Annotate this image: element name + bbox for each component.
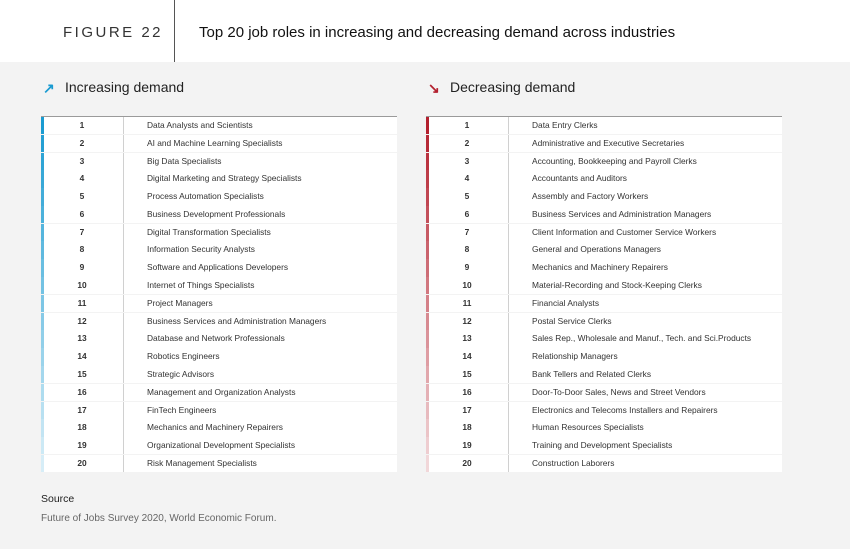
job-role-cell: Client Information and Customer Service Workers xyxy=(532,226,717,237)
column-separator xyxy=(508,153,509,170)
decreasing-demand-title: Decreasing demand xyxy=(450,79,576,95)
rank-cell: 16 xyxy=(462,386,472,397)
rank-cell: 16 xyxy=(77,386,87,397)
job-role-cell: AI and Machine Learning Specialists xyxy=(147,137,283,148)
column-separator xyxy=(508,384,509,401)
rank-cell: 11 xyxy=(77,297,87,308)
rank-cell: 6 xyxy=(79,208,85,219)
column-separator xyxy=(123,455,124,472)
table-row xyxy=(426,402,782,419)
job-role-cell: Relationship Managers xyxy=(532,351,618,362)
table-row xyxy=(41,188,397,205)
column-separator xyxy=(123,295,124,312)
job-role-cell: Electronics and Telecoms Installers and Repairers xyxy=(532,404,718,415)
rank-cell: 13 xyxy=(77,333,87,344)
column-separator xyxy=(123,241,124,258)
rank-cell: 6 xyxy=(464,208,470,219)
rank-cell: 15 xyxy=(462,368,472,379)
figure-header xyxy=(0,0,850,64)
table-row xyxy=(41,330,397,347)
table-row xyxy=(41,419,397,436)
job-role-cell: Digital Transformation Specialists xyxy=(147,226,271,237)
job-role-cell: Digital Marketing and Strategy Specialists xyxy=(147,173,302,184)
column-separator xyxy=(123,224,124,241)
table-row xyxy=(41,295,397,312)
table-row xyxy=(426,206,782,223)
column-separator xyxy=(123,170,124,187)
column-separator xyxy=(508,455,509,472)
increasing-demand-panel xyxy=(41,62,397,468)
table-row xyxy=(41,206,397,223)
job-role-cell: Mechanics and Machinery Repairers xyxy=(532,262,668,273)
job-role-cell: Organizational Development Specialists xyxy=(147,440,296,451)
table-row xyxy=(426,241,782,258)
job-role-cell: Project Managers xyxy=(147,297,213,308)
decreasing-demand-table xyxy=(426,116,782,473)
arrow-up-right-icon: ↗ xyxy=(43,80,55,96)
column-separator xyxy=(508,437,509,454)
rank-cell: 17 xyxy=(462,404,472,415)
column-separator xyxy=(123,153,124,170)
header-divider xyxy=(174,0,175,62)
job-role-cell: Big Data Specialists xyxy=(147,155,222,166)
column-separator xyxy=(123,402,124,419)
column-separator xyxy=(123,206,124,223)
rank-cell: 3 xyxy=(464,155,470,166)
job-role-cell: Strategic Advisors xyxy=(147,368,215,379)
column-separator xyxy=(508,135,509,152)
increasing-demand-table xyxy=(41,116,397,473)
job-role-cell: Door-To-Door Sales, News and Street Vendors xyxy=(532,386,706,397)
job-role-cell: Training and Development Specialists xyxy=(532,440,673,451)
column-separator xyxy=(508,259,509,276)
decreasing-demand-panel xyxy=(426,62,782,468)
rank-cell: 13 xyxy=(462,333,472,344)
job-role-cell: Database and Network Professionals xyxy=(147,333,285,344)
rank-cell: 4 xyxy=(464,173,470,184)
job-role-cell: FinTech Engineers xyxy=(147,404,217,415)
column-separator xyxy=(123,366,124,383)
rank-cell: 9 xyxy=(464,262,470,273)
column-separator xyxy=(508,295,509,312)
job-role-cell: Data Analysts and Scientists xyxy=(147,120,253,130)
table-row xyxy=(41,117,397,134)
table-row xyxy=(41,402,397,419)
job-role-cell: Administrative and Executive Secretaries xyxy=(532,137,685,148)
table-row xyxy=(41,366,397,383)
rank-cell: 18 xyxy=(77,422,87,433)
job-role-cell: General and Operations Managers xyxy=(532,244,661,255)
rank-cell: 7 xyxy=(464,226,470,237)
rank-cell: 1 xyxy=(464,120,470,130)
source-label: Source xyxy=(41,493,75,505)
table-row xyxy=(41,135,397,152)
job-role-cell: Human Resources Specialists xyxy=(532,422,644,433)
table-row xyxy=(426,455,782,472)
increasing-demand-title: Increasing demand xyxy=(65,79,185,95)
rank-cell: 15 xyxy=(77,368,87,379)
table-row xyxy=(41,259,397,276)
rank-cell: 8 xyxy=(464,244,470,255)
job-role-cell: Material-Recording and Stock-Keeping Clerks xyxy=(532,280,702,291)
rank-cell: 4 xyxy=(79,173,85,184)
figure-title: Top 20 job roles in increasing and decreasing demand across industries xyxy=(199,24,676,41)
table-row xyxy=(426,384,782,401)
column-separator xyxy=(508,224,509,241)
table-row xyxy=(41,348,397,365)
job-role-cell: Assembly and Factory Workers xyxy=(532,191,649,202)
job-role-cell: Internet of Things Specialists xyxy=(147,280,255,291)
table-row xyxy=(426,224,782,241)
column-separator xyxy=(123,437,124,454)
column-separator xyxy=(508,117,509,134)
table-row xyxy=(426,295,782,312)
job-role-cell: Business Services and Administration Managers xyxy=(532,208,712,219)
job-role-cell: Data Entry Clerks xyxy=(532,120,598,130)
job-role-cell: Construction Laborers xyxy=(532,457,615,468)
rank-cell: 19 xyxy=(77,440,87,451)
rank-cell: 9 xyxy=(79,262,85,273)
table-row xyxy=(426,437,782,454)
column-separator xyxy=(123,313,124,330)
column-separator xyxy=(508,170,509,187)
job-role-cell: Management and Organization Analysts xyxy=(147,386,296,397)
rank-cell: 20 xyxy=(462,457,472,468)
job-role-cell: Financial Analysts xyxy=(532,297,600,308)
source-text: Future of Jobs Survey 2020, World Economic Forum. xyxy=(41,513,277,524)
rank-cell: 12 xyxy=(462,315,472,326)
column-separator xyxy=(123,259,124,276)
rank-cell: 2 xyxy=(464,137,470,148)
rank-cell: 18 xyxy=(462,422,472,433)
job-role-cell: Mechanics and Machinery Repairers xyxy=(147,422,283,433)
column-separator xyxy=(508,277,509,294)
column-separator xyxy=(508,402,509,419)
rank-cell: 14 xyxy=(462,351,472,362)
job-role-cell: Bank Tellers and Related Clerks xyxy=(532,368,652,379)
job-role-cell: Software and Applications Developers xyxy=(147,262,289,273)
table-row xyxy=(41,241,397,258)
table-row xyxy=(426,330,782,347)
rank-cell: 2 xyxy=(79,137,85,148)
column-separator xyxy=(508,206,509,223)
column-separator xyxy=(508,313,509,330)
column-separator xyxy=(508,188,509,205)
decreasing-demand-header xyxy=(426,62,782,114)
column-separator xyxy=(508,366,509,383)
rank-cell: 10 xyxy=(462,280,472,291)
table-row xyxy=(41,313,397,330)
table-row xyxy=(426,135,782,152)
rank-cell: 5 xyxy=(464,191,470,202)
job-role-cell: Business Development Professionals xyxy=(147,208,286,219)
table-row xyxy=(426,419,782,436)
column-separator xyxy=(123,188,124,205)
column-separator xyxy=(123,330,124,347)
job-role-cell: Process Automation Specialists xyxy=(147,191,264,202)
job-role-cell: Information Security Analysts xyxy=(147,244,255,255)
figure-label: FIGURE 22 xyxy=(63,24,164,41)
rank-cell: 5 xyxy=(79,191,85,202)
rank-cell: 3 xyxy=(79,155,85,166)
column-separator xyxy=(123,348,124,365)
column-separator xyxy=(508,330,509,347)
table-row xyxy=(41,277,397,294)
rank-cell: 11 xyxy=(462,297,472,308)
job-role-cell: Postal Service Clerks xyxy=(532,315,612,326)
rank-cell: 1 xyxy=(79,120,85,130)
column-separator xyxy=(508,348,509,365)
table-row xyxy=(426,366,782,383)
table-row xyxy=(426,188,782,205)
column-separator xyxy=(123,117,124,134)
job-role-cell: Accounting, Bookkeeping and Payroll Clerks xyxy=(532,155,697,166)
job-role-cell: Business Services and Administration Managers xyxy=(147,315,327,326)
table-row xyxy=(426,153,782,170)
rank-cell: 17 xyxy=(77,404,87,415)
table-row xyxy=(41,437,397,454)
job-role-cell: Risk Management Specialists xyxy=(147,457,257,468)
rank-cell: 19 xyxy=(462,440,472,451)
table-row xyxy=(426,117,782,134)
arrow-down-right-icon: ↘ xyxy=(428,80,440,96)
table-row xyxy=(41,153,397,170)
table-row xyxy=(426,277,782,294)
table-row xyxy=(426,313,782,330)
job-role-cell: Accountants and Auditors xyxy=(532,173,627,184)
column-separator xyxy=(123,419,124,436)
rank-cell: 8 xyxy=(79,244,85,255)
column-separator xyxy=(508,419,509,436)
table-row xyxy=(426,170,782,187)
increasing-demand-header xyxy=(41,62,397,114)
column-separator xyxy=(123,384,124,401)
column-separator xyxy=(123,277,124,294)
job-role-cell: Sales Rep., Wholesale and Manuf., Tech. and Sci.Products xyxy=(532,333,752,344)
table-row xyxy=(426,348,782,365)
rank-cell: 14 xyxy=(77,351,87,362)
table-row xyxy=(426,259,782,276)
rank-cell: 12 xyxy=(77,315,87,326)
table-row xyxy=(41,170,397,187)
table-row xyxy=(41,455,397,472)
rank-cell: 20 xyxy=(77,457,87,468)
job-role-cell: Robotics Engineers xyxy=(147,351,220,362)
rank-cell: 10 xyxy=(77,280,87,291)
table-row xyxy=(41,384,397,401)
column-separator xyxy=(123,135,124,152)
column-separator xyxy=(508,241,509,258)
table-row xyxy=(41,224,397,241)
rank-cell: 7 xyxy=(79,226,85,237)
